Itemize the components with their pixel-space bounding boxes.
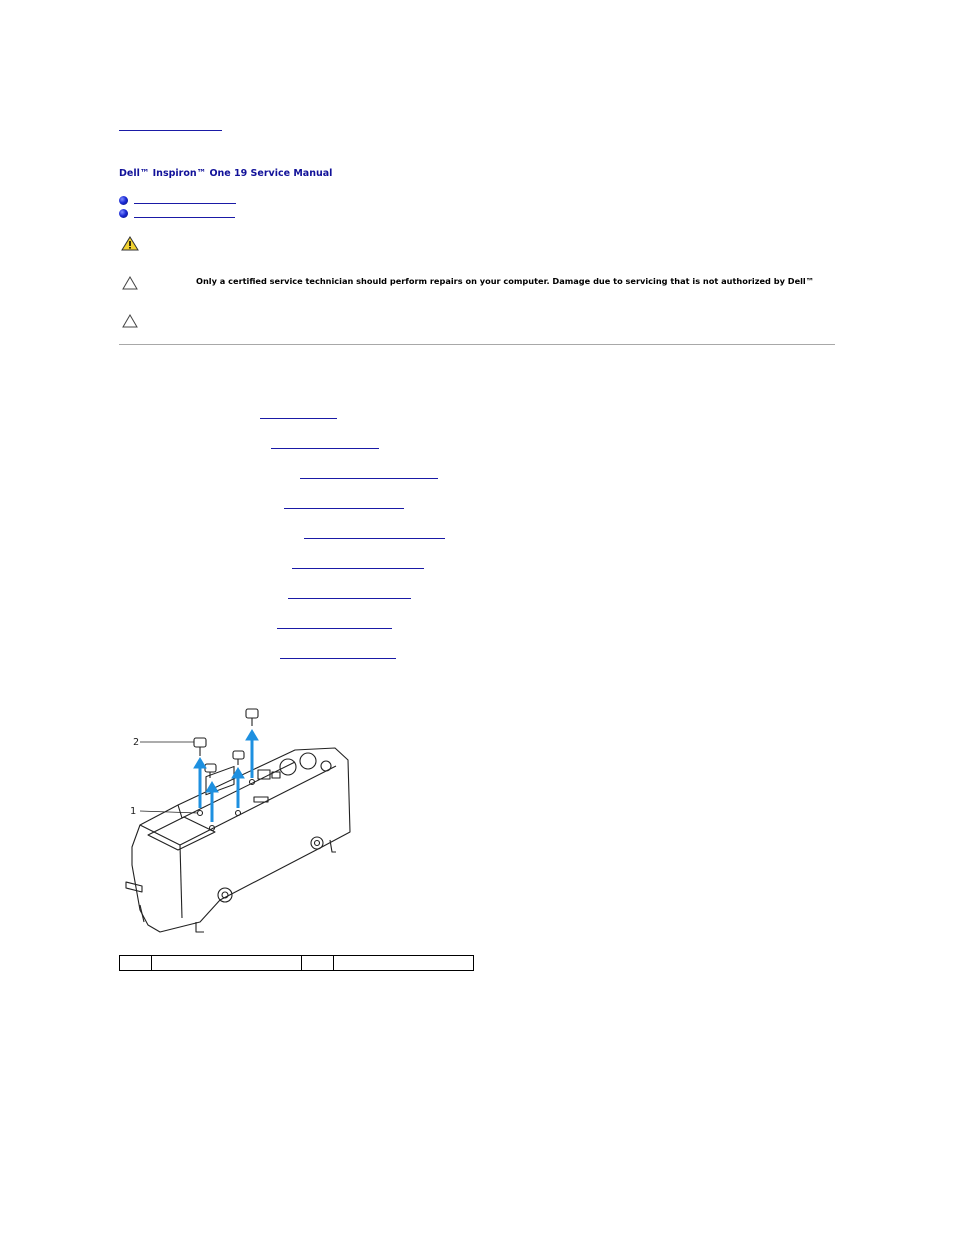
- back-to-contents-link[interactable]: [119, 130, 222, 131]
- section-divider: [119, 344, 835, 345]
- section-link-2[interactable]: [134, 217, 235, 218]
- section-link-1[interactable]: [134, 203, 236, 204]
- blue-bullet-icon: [119, 196, 128, 205]
- bracket-screws-figure: [120, 700, 370, 940]
- figure-callout-2: 2: [133, 737, 140, 748]
- step-link-5[interactable]: [304, 538, 445, 539]
- warning-triangle-icon: [121, 236, 139, 251]
- step-link-7[interactable]: [288, 598, 411, 599]
- legend-number-cell: [120, 956, 152, 971]
- legend-label-cell: [334, 956, 474, 971]
- figure-legend-table: [119, 955, 474, 971]
- step-link-6[interactable]: [292, 568, 424, 569]
- caution-triangle-icon: [122, 314, 138, 328]
- step-link-3[interactable]: [300, 478, 438, 479]
- step-link-1[interactable]: [260, 418, 337, 419]
- caution-notice-text: Only a certified service technician should perform repairs on your computer. Damage due to servicing that is not authorized by Dell™: [196, 276, 814, 286]
- step-link-8[interactable]: [277, 628, 392, 629]
- manual-title: Dell™ Inspiron™ One 19 Service Manual: [119, 168, 333, 179]
- table-row: [120, 956, 474, 971]
- caution-triangle-icon: [122, 276, 138, 290]
- figure-callout-1: 1: [130, 806, 137, 817]
- step-link-9[interactable]: [280, 658, 396, 659]
- step-link-4[interactable]: [284, 508, 404, 509]
- legend-number-cell: [302, 956, 334, 971]
- blue-bullet-icon: [119, 209, 128, 218]
- step-link-2[interactable]: [271, 448, 379, 449]
- legend-label-cell: [152, 956, 302, 971]
